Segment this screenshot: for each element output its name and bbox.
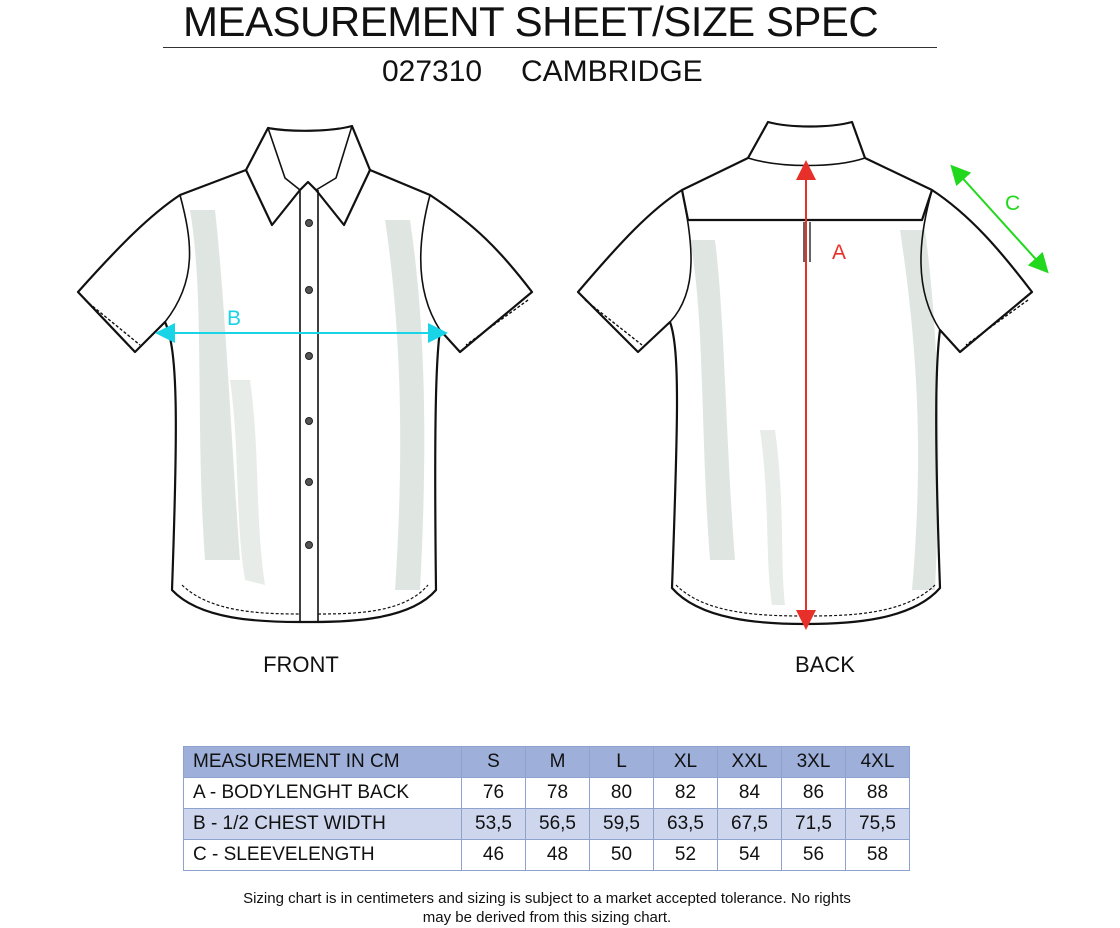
size-spec-table <box>183 746 910 871</box>
table-cell: 78 <box>526 778 590 809</box>
table-cell: 67,5 <box>718 809 782 840</box>
table-cell: 52 <box>654 840 718 871</box>
table-cell: 80 <box>590 778 654 809</box>
table-cell: 82 <box>654 778 718 809</box>
size-header: 4XL <box>846 747 910 778</box>
marker-a-label: A <box>832 241 847 264</box>
front-view-label: FRONT <box>263 652 339 677</box>
table-header-row <box>184 747 910 778</box>
size-header: M <box>526 747 590 778</box>
size-header: XL <box>654 747 718 778</box>
table-cell: 86 <box>782 778 846 809</box>
size-header: 3XL <box>782 747 846 778</box>
size-header: L <box>590 747 654 778</box>
table-cell: 58 <box>846 840 910 871</box>
table-cell: 53,5 <box>462 809 526 840</box>
table-cell: 59,5 <box>590 809 654 840</box>
table-cell: 56,5 <box>526 809 590 840</box>
model-name: CAMBRIDGE <box>521 55 703 88</box>
article-code: 027310 <box>382 55 483 88</box>
table-cell: 75,5 <box>846 809 910 840</box>
disclaimer-note <box>197 889 897 927</box>
table-row <box>184 809 910 840</box>
row-label: B - 1/2 CHEST WIDTH <box>184 809 462 840</box>
table-cell: 50 <box>590 840 654 871</box>
table-cell: 88 <box>846 778 910 809</box>
size-header: XXL <box>718 747 782 778</box>
table-cell: 46 <box>462 840 526 871</box>
measurement-header: MEASUREMENT IN CM <box>184 747 462 778</box>
table-row <box>184 840 910 871</box>
table-cell: 71,5 <box>782 809 846 840</box>
size-header: S <box>462 747 526 778</box>
table-row <box>184 778 910 809</box>
table-cell: 54 <box>718 840 782 871</box>
row-label: C - SLEEVELENGTH <box>184 840 462 871</box>
row-label: A - BODYLENGHT BACK <box>184 778 462 809</box>
front-shirt <box>78 126 532 622</box>
marker-c-label: C <box>1005 192 1021 215</box>
table-cell: 84 <box>718 778 782 809</box>
disclaimer-line-2: may be derived from this sizing chart. <box>422 909 672 926</box>
table-cell: 48 <box>526 840 590 871</box>
table-cell: 56 <box>782 840 846 871</box>
table-cell: 76 <box>462 778 526 809</box>
table-cell: 63,5 <box>654 809 718 840</box>
back-view-label: BACK <box>795 652 855 677</box>
disclaimer-line-1: Sizing chart is in centimeters and sizing is subject to a market accepted tolerance. No rights <box>243 890 851 907</box>
marker-b-label: B <box>227 307 242 330</box>
page-title: MEASUREMENT SHEET/SIZE SPEC <box>183 0 879 45</box>
